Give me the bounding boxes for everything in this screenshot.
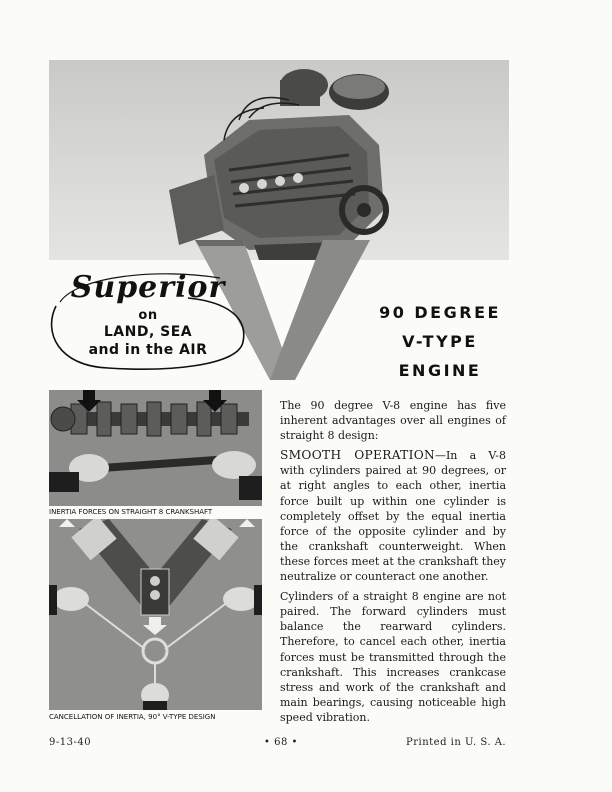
superior-badge xyxy=(38,262,258,374)
headline-line-1: 90 DEGREE xyxy=(379,303,501,322)
cancellation-caption: CANCELLATION OF INERTIA, 90° V-TYPE DESIGN xyxy=(49,711,262,724)
badge-word: Superior xyxy=(70,270,226,305)
footer-page-number: • 68 • xyxy=(264,737,298,748)
body-text xyxy=(280,398,506,730)
cancellation-illustration xyxy=(49,519,262,710)
crankshaft-illustration xyxy=(49,390,262,506)
smooth-operation-text: —In a V-8 with cylinders paired at 90 degrees, or at right angles to each other, inertia force built up within one cylinder is completely offset by the equal inertia force of the opposite cylinder and by the crankshaft counterweight. When these forces meet at the crankshaft they neutralize or counteract one another. xyxy=(280,449,507,584)
badge-line-land-sea: LAND, SEA xyxy=(103,324,193,340)
smooth-operation-heading: SMOOTH OPERATION xyxy=(280,448,435,463)
footer-printed: Printed in U. S. A. xyxy=(406,737,507,748)
headline-line-3: ENGINE xyxy=(398,361,482,380)
headline-line-2: V-TYPE xyxy=(402,332,478,351)
footer-date: 9-13-40 xyxy=(49,737,92,748)
crankshaft-caption: INERTIA FORCES ON STRAIGHT 8 CRANKSHAFT xyxy=(49,506,262,519)
straight-8-paragraph: Cylinders of a straight 8 engine are not paired. The forward cylinders must balance the rearward cylinders. Therefore, to cancel each other, inertia forces must be transmitted through the crankshaft. This increases crankcase stress and work of the crankshaft and main bearings, causing noticeable high speed vibration. xyxy=(280,590,506,724)
badge-line-on: on xyxy=(138,308,158,323)
intro-paragraph: The 90 degree V-8 engine has five inherent advantages over all engines of straight 8 design: xyxy=(280,399,506,443)
engine-photo xyxy=(49,60,509,260)
smooth-operation-paragraph xyxy=(280,448,506,584)
badge-line-air: and in the AIR xyxy=(88,342,208,358)
